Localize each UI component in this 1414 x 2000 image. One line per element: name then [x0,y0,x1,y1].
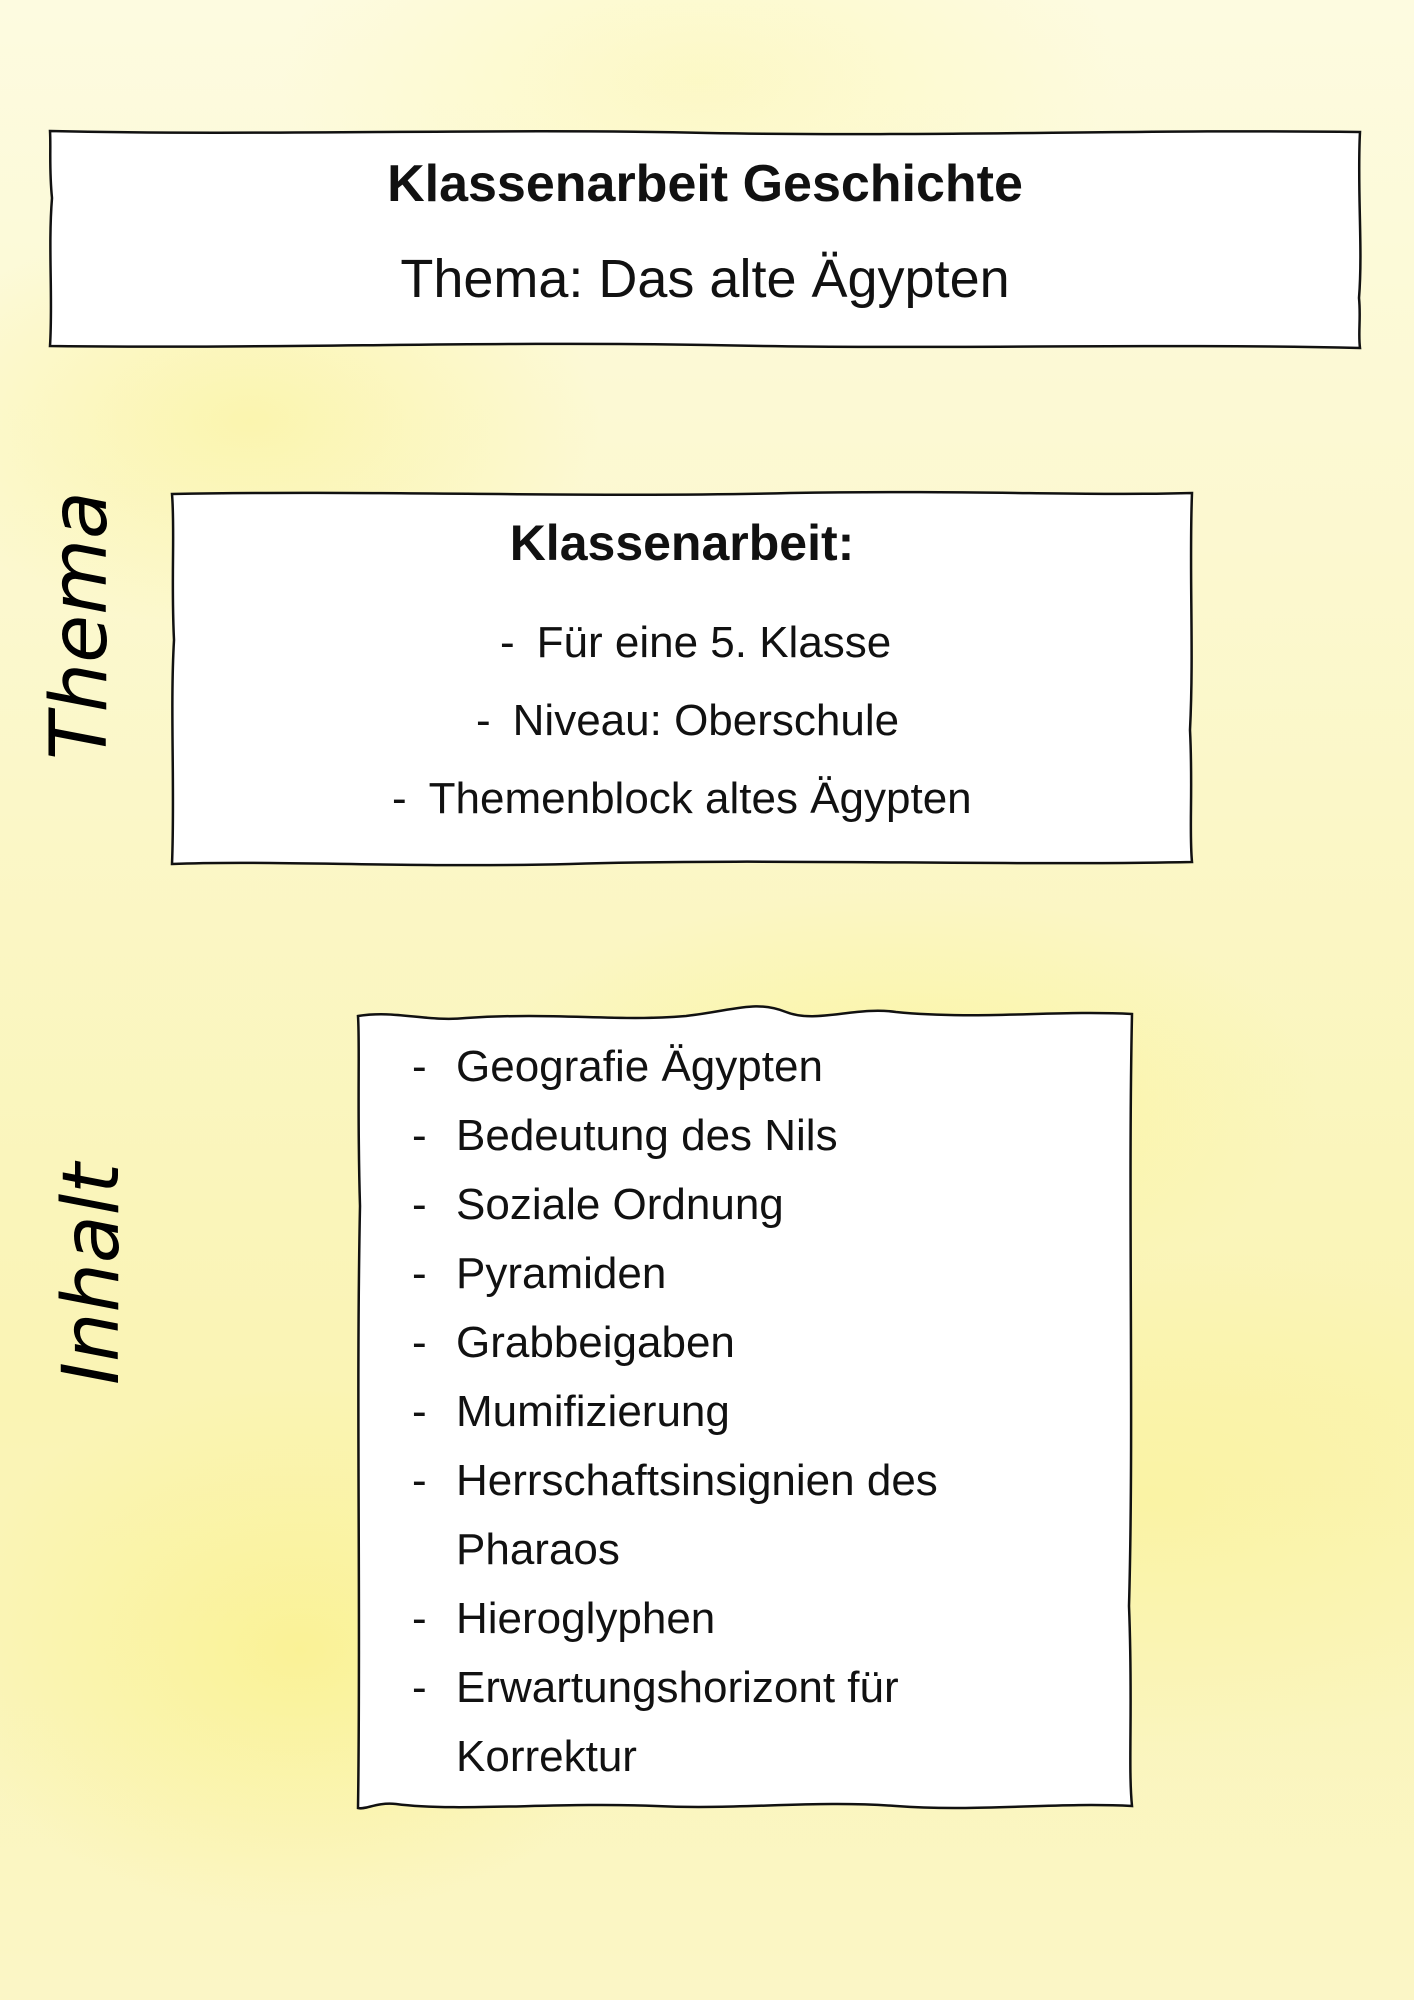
list-item: - Hieroglyphen [412,1594,716,1643]
side-label-thema: Thema [35,491,125,760]
list-item: - Pyramiden [412,1249,667,1298]
inhalt-box [356,1006,1134,1810]
document-subtitle: Thema: Das alte Ägypten [400,249,1010,309]
thema-item: - Themenblock altes Ägypten [392,774,972,823]
list-item: - Geografie Ägypten [412,1042,823,1091]
inhalt-list [412,1032,1112,1791]
list-item: - Erwartungshorizont für Korrektur [412,1663,899,1781]
thema-item: - Für eine 5. Klasse [500,618,892,667]
thema-box [170,490,1194,866]
thema-heading: Klassenarbeit: [509,515,855,571]
side-label-inhalt: Inhalt [47,1163,137,1385]
list-item: - Bedeutung des Nils [412,1111,838,1160]
list-item: - Herrschaftsinsignien des Pharaos [412,1456,938,1574]
title-box [48,128,1362,350]
document-title: Klassenarbeit Geschichte [387,155,1023,213]
thema-item: - Niveau: Oberschule [476,696,900,745]
list-item: - Soziale Ordnung [412,1180,784,1229]
list-item: - Grabbeigaben [412,1318,735,1367]
list-item: - Mumifizierung [412,1387,730,1436]
